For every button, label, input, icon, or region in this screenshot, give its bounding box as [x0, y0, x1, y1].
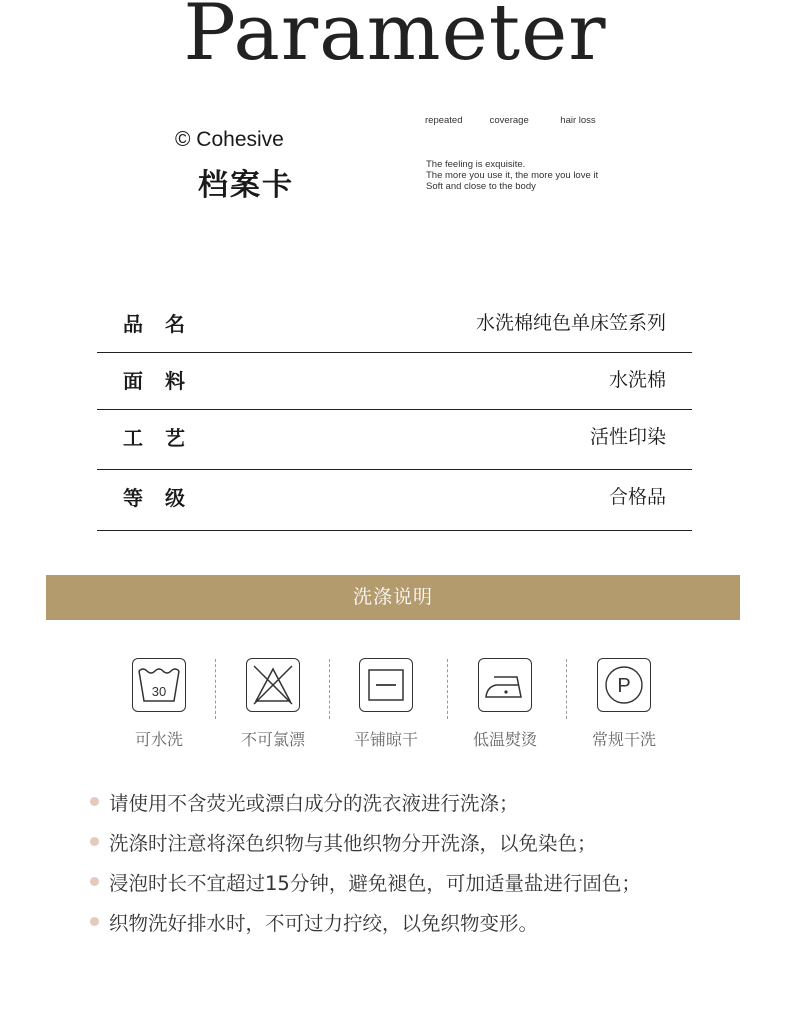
list-item	[90, 788, 750, 828]
param-label: 品名	[123, 312, 207, 336]
brand-logo: © Cohesive	[175, 128, 284, 151]
page-title: Parameter	[183, 0, 607, 78]
note-text: 洗涤时注意将深色织物与其他织物分开洗涤，以免染色；	[109, 832, 597, 855]
param-label: 面料	[123, 369, 207, 393]
dry-clean-p-icon	[597, 658, 651, 712]
dry-flat-icon	[359, 658, 413, 712]
list-item	[90, 828, 750, 868]
param-value: 水洗棉纯色单床笠系列	[475, 312, 666, 334]
tag-list	[425, 115, 596, 126]
no-bleach-icon	[246, 658, 300, 712]
care-caption: 常规干洗	[591, 730, 656, 749]
care-item-dry-flat	[327, 655, 445, 750]
param-value: 合格品	[608, 486, 666, 508]
tagline-line: The feeling is exquisite.	[426, 159, 526, 170]
bullet-icon	[90, 877, 99, 886]
param-label: 工艺	[123, 426, 207, 450]
care-notes	[90, 788, 750, 948]
param-row-fabric	[97, 353, 692, 410]
tag-repeated: repeated	[425, 115, 463, 126]
care-item-iron	[446, 655, 564, 750]
care-caption: 平铺晾干	[353, 730, 418, 749]
tagline-line: The more you use it, the more you love it	[426, 170, 599, 181]
bullet-icon	[90, 797, 99, 806]
care-item-wash	[100, 655, 218, 750]
list-item	[90, 908, 750, 948]
tag-coverage: coverage	[489, 115, 529, 126]
care-item-no-bleach	[214, 655, 332, 750]
care-icons	[100, 655, 720, 755]
param-value: 活性印染	[589, 426, 666, 448]
param-row-craft	[97, 410, 692, 470]
tagline-line: Soft and close to the body	[426, 181, 536, 192]
tagline	[426, 159, 598, 192]
care-caption: 可水洗	[134, 730, 183, 749]
note-text: 浸泡时长不宜超过15分钟，避免褪色，可加适量盐进行固色；	[109, 872, 641, 895]
param-label: 等级	[123, 486, 207, 510]
dry-clean-letter: P	[617, 675, 631, 697]
tag-hair-loss: hair loss	[560, 115, 596, 126]
wash-30-icon	[132, 658, 186, 712]
bullet-icon	[90, 837, 99, 846]
wash-temperature: 30	[151, 684, 167, 699]
list-item	[90, 868, 750, 908]
care-caption: 不可氯漂	[240, 730, 305, 749]
care-item-dry-clean	[565, 655, 683, 750]
param-row-grade	[97, 470, 692, 531]
note-text: 织物洗好排水时，不可过力拧绞，以免织物变形。	[109, 912, 539, 935]
note-text: 请使用不含荧光或漂白成分的洗衣液进行洗涤；	[109, 792, 519, 815]
card-title: 档案卡	[198, 168, 294, 203]
parameter-table	[97, 296, 692, 531]
bullet-icon	[90, 917, 99, 926]
wash-instructions-header: 洗涤说明	[46, 575, 740, 620]
care-caption: 低温熨烫	[472, 730, 537, 749]
param-value: 水洗棉	[608, 369, 666, 391]
iron-low-icon	[478, 658, 532, 712]
param-row-name	[97, 296, 692, 353]
